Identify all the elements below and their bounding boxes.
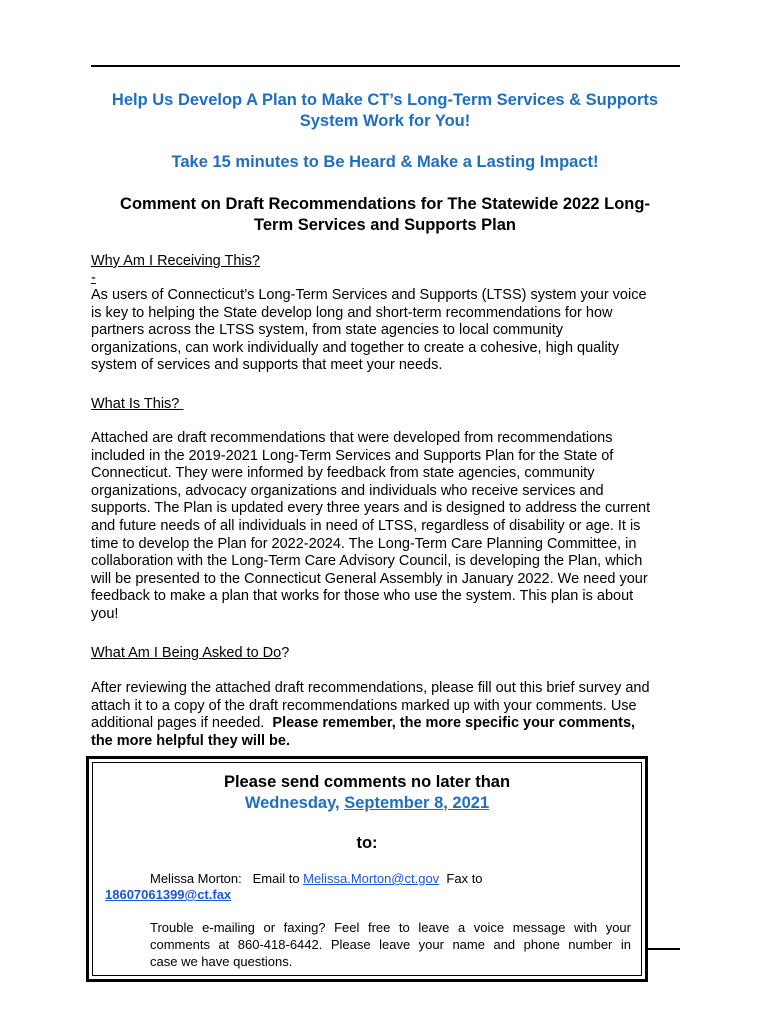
fax-link[interactable]: 18607061399@ct.fax <box>105 887 232 902</box>
ask-line-3 <box>91 715 691 733</box>
what-heading <box>91 395 183 413</box>
why-line-3: partners across the LTSS system, from state agencies to local community <box>91 322 563 339</box>
why-line-1: As users of Connecticut’s Long-Term Services and Supports (LTSS) system your voice <box>91 287 647 303</box>
title-line-1: Comment on Draft Recommendations for The Statewide 2022 Long- <box>120 195 650 213</box>
trouble-line-3: case we have questions. <box>150 954 293 969</box>
ask-line-3-bold: Please remember, the more specific your comments, <box>272 715 636 732</box>
document-title <box>90 194 680 236</box>
why-heading <box>91 252 260 270</box>
why-paragraph <box>91 287 691 375</box>
email-link[interactable]: Melissa.Morton@ct.gov <box>303 871 440 886</box>
why-line-4: organizations, can work individually and together to create a cohesive, high quality <box>91 339 619 356</box>
what-line-3: Connecticut. They were informed by feedback from state agencies, community <box>91 465 595 482</box>
deadline-date-line <box>92 793 642 814</box>
headline-line-1: Help Us Develop A Plan to Make CT’s Long-Term Services & Supports <box>111 91 659 109</box>
contact-line <box>150 870 483 887</box>
ask-paragraph <box>91 680 691 750</box>
fax-line <box>105 886 231 903</box>
what-line-4: organizations, advocacy organizations and individuals who receive services and <box>91 482 604 499</box>
ask-line-2: attach it to a copy of the draft recommendations marked up with your comments. Use <box>91 697 637 714</box>
fax-label: Fax to <box>439 871 483 886</box>
ask-line-4-bold: the more helpful they will be. <box>91 732 290 749</box>
ask-line-3-plain: additional pages if needed. <box>91 715 273 732</box>
why-line-5: system of services and supports that meet your needs. <box>91 357 443 374</box>
deadline-line-1: Please send comments no later than <box>223 773 511 791</box>
deadline-weekday: Wednesday, <box>244 794 345 812</box>
ask-line-4 <box>91 733 691 751</box>
headline <box>80 90 690 132</box>
ask-heading-text: What Am I Being Asked to Do <box>91 645 282 661</box>
what-line-11: you! <box>91 605 119 622</box>
ask-line-1: After reviewing the attached draft recommendations, please fill out this brief survey and <box>91 680 650 696</box>
trouble-line-2: comments at 860-418-6442. Please leave your name and phone number in <box>150 937 631 952</box>
deadline-date: September 8, 2021 <box>344 794 490 812</box>
title-line-2: Term Services and Supports Plan <box>254 216 516 234</box>
what-heading-text: What Is This? <box>91 396 184 412</box>
what-line-5: supports. The Plan is updated every three years and is designed to address the current <box>91 500 651 517</box>
what-line-2: included in the 2019-2021 Long-Term Services and Supports Plan for the State of <box>91 447 614 464</box>
why-heading-text: Why Am I Receiving This? <box>91 253 260 269</box>
top-horizontal-rule <box>91 65 680 67</box>
deadline-box-heading <box>92 772 642 814</box>
trouble-line-1: Trouble e-mailing or faxing? Feel free to leave a voice message with your <box>150 920 631 935</box>
what-line-6: and future needs of all individuals in need of LTSS, regardless of disability or age. It is <box>91 517 641 534</box>
what-line-8: collaboration with the Long-Term Care Advisory Council, is developing the Plan, which <box>91 553 643 570</box>
what-line-1: Attached are draft recommendations that were developed from recommendations <box>91 430 613 446</box>
why-dash-text: - <box>91 270 96 286</box>
why-dash <box>91 271 96 285</box>
what-line-9: will be presented to the Connecticut General Assembly in January 2022. We need your <box>91 570 648 587</box>
ask-heading <box>91 644 289 662</box>
why-line-2: is key to helping the State develop long and short-term recommendations for how <box>91 304 613 321</box>
subheadline: Take 15 minutes to Be Heard & Make a Lasting Impact! <box>171 153 599 171</box>
contact-prefix: Melissa Morton: Email to <box>150 871 304 886</box>
ask-heading-tail: ? <box>281 645 290 661</box>
what-line-7: time to develop the Plan for 2022-2024. The Long-Term Care Planning Committee, in <box>91 535 637 552</box>
what-paragraph <box>91 430 691 624</box>
trouble-paragraph <box>150 919 631 970</box>
deadline-to-label: to: <box>356 834 378 852</box>
headline-line-2: System Work for You! <box>299 112 471 130</box>
what-line-10: feedback to make a plan that works for those who use the system. This plan is about <box>91 588 634 605</box>
bottom-horizontal-rule <box>648 948 680 950</box>
